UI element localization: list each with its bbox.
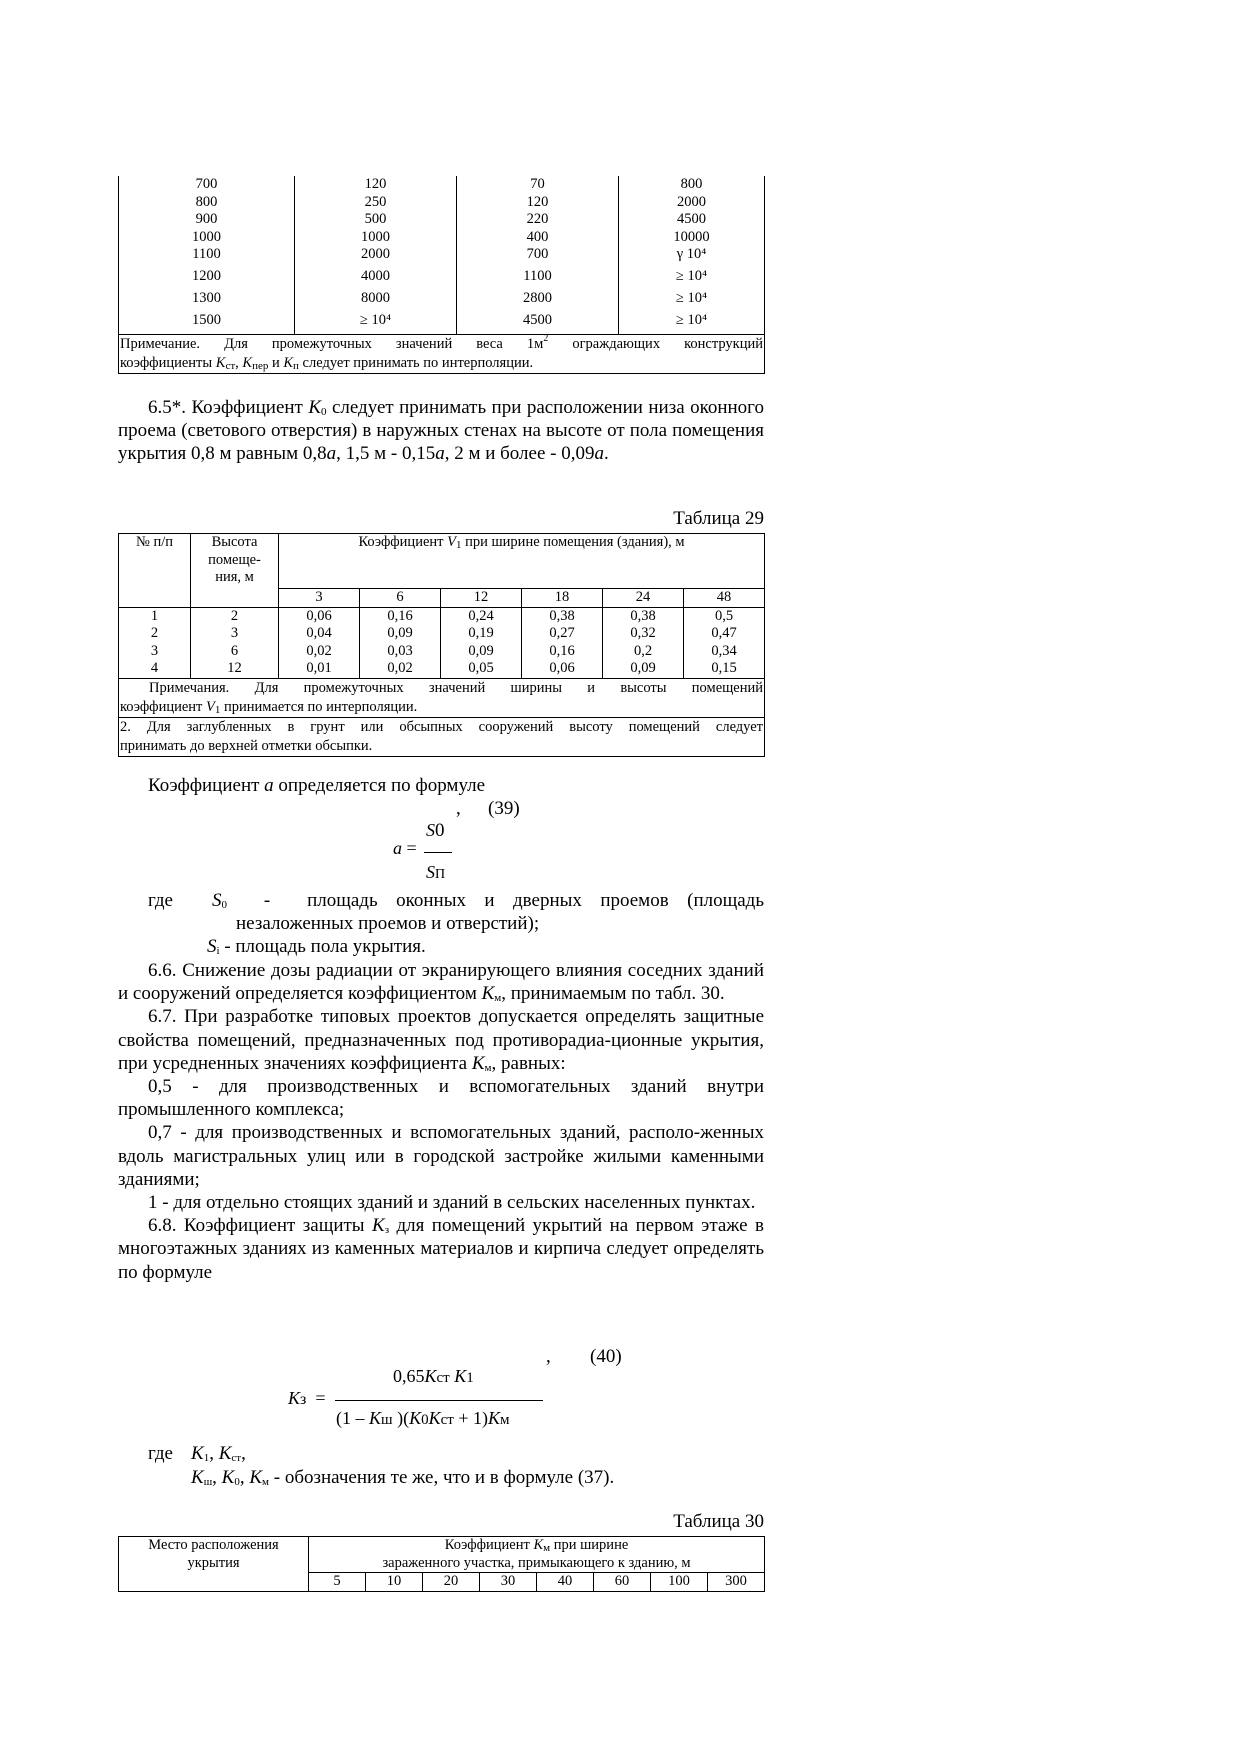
table-cell: 800	[119, 194, 295, 212]
table-cell: 4	[119, 660, 191, 678]
width-header: 5	[309, 1573, 366, 1592]
table-cell: 2000	[677, 193, 706, 210]
paragraph-6-8: 6.8. Коэффициент защиты $K_з$ для помещений укрытий на первом этаже в многоэтажных зданиях из каменных материалов и кирпича следует определять по формуле	[118, 1215, 765, 1283]
formula-39-comma: ,	[456, 798, 461, 819]
where-si: $S_i$ - площадь пола укрытия.	[207, 936, 426, 957]
text-block	[118, 959, 764, 1284]
width-header: 18	[522, 589, 603, 608]
table-cell: 0,02	[279, 643, 360, 661]
item-1: 1 - для отдельно стоящих зданий и зданий в сельских населенных пунктах.	[148, 1192, 756, 1214]
header-height: Высота помеще- ния, м	[191, 534, 279, 608]
table-cell: ≥ 10⁴	[675, 290, 708, 306]
table-row	[119, 246, 765, 268]
formula-40-comma: ,	[546, 1346, 551, 1367]
table-cell: 700	[457, 246, 619, 268]
table-cell: 0,24	[441, 607, 522, 625]
paragraph-6-7: 6.7. При разработке типовых проектов допускается определять защитные свойства помещений, предназначенных под противорадиа-ционные укрытия, при усредненных значениях коэффициента $K_м$, равных:	[118, 1006, 764, 1074]
table-row	[119, 312, 765, 335]
table-cell: 0,38	[603, 607, 684, 625]
table-cell: 0,16	[360, 607, 441, 625]
table-cell: 0,5	[684, 607, 765, 625]
table-note-2: 2. Для заглубленных в грунт или обсыпных сооружений высоту помещений следует принимать до верхней отметки обсыпки.	[119, 717, 765, 756]
table-row	[119, 625, 765, 643]
table-cell: 900	[119, 211, 295, 229]
width-header: 30	[480, 1573, 537, 1592]
table-cell: 0,27	[522, 625, 603, 643]
table-cell: 120	[457, 194, 619, 212]
table-cell: 0,16	[522, 643, 603, 661]
table-cell: 6	[191, 643, 279, 661]
table-cell: 1300	[119, 290, 295, 312]
table-cell: 0,34	[684, 643, 765, 661]
paragraph-6-6: 6.6. Снижение дозы радиации от экранирующего влияния соседних зданий и сооружений определяется коэффициентом $K_м$, принимаемым по табл. 30.	[118, 960, 764, 1005]
paragraph-6-5: 6.5*. Коэффициент $K_0$ следует принимать при расположении низа оконного проема (светового отверстия) в наружных стенах на высоте от пола помещения укрытия 0,8 м равным 0,8a, 1,5 м - 0,15a, 2 м и более - 0,09a.	[118, 397, 764, 465]
table-cell: 0,05	[441, 660, 522, 678]
table-cell: 1500	[119, 312, 295, 335]
table-cell: 4500	[457, 312, 619, 335]
table-cell: 120	[295, 176, 457, 194]
table-cell: 0,2	[603, 643, 684, 661]
table-30-caption	[118, 1511, 764, 1533]
width-header: 48	[684, 589, 765, 608]
width-header: 60	[594, 1573, 651, 1592]
table-cell: 4500	[677, 211, 706, 227]
where2-line2: $K_ш$, $K_0$, $K_м$ - обозначения те же, что и в формуле (37).	[191, 1467, 615, 1488]
table-caption: Таблица 29	[673, 508, 764, 529]
table-row	[119, 211, 765, 229]
table-note-1: Примечания. Для промежуточных значений ширины и высоты помещений коэффициент $V_1$ принимается по интерполяции.	[120, 679, 764, 716]
width-header: 12	[441, 589, 522, 608]
table-cell: 0,04	[279, 625, 360, 643]
table-cell: 0,06	[522, 660, 603, 678]
table-cell: ≥ 10⁴	[675, 268, 708, 284]
table-cell: 220	[457, 211, 619, 229]
table-cell: 2	[191, 607, 279, 625]
table-cell: 3	[191, 625, 279, 643]
table-cell: 800	[680, 176, 703, 192]
width-header: 100	[651, 1573, 708, 1592]
table-cell: 0,03	[360, 643, 441, 661]
table-cell: 1100	[457, 268, 619, 290]
table-cell: 1000	[295, 229, 457, 247]
width-header: 40	[537, 1573, 594, 1592]
table-row	[119, 643, 765, 661]
table-cell: 250	[295, 194, 457, 212]
width-header: 3	[279, 589, 360, 608]
table-cell: 0,02	[360, 660, 441, 678]
table-cell: 400	[457, 229, 619, 247]
item-0-5: 0,5 - для производственных и вспомогательных зданий внутри промышленного комплекса;	[118, 1076, 764, 1121]
table-cell: 10000	[673, 228, 710, 245]
table-29	[118, 533, 764, 757]
header-km: Коэффициент $K_м$ при ширине зараженного участка, примыкающего к зданию, м	[309, 1537, 765, 1573]
table-cell: 70	[457, 176, 619, 194]
width-header: 10	[366, 1573, 423, 1592]
formula-40-number: (40)	[590, 1346, 622, 1367]
table-28	[118, 176, 764, 374]
table-cell: 8000	[295, 290, 457, 312]
coef-a-intro: Коэффициент a определяется по формуле	[148, 775, 486, 796]
table-cell: 1100	[119, 246, 295, 268]
table-row	[119, 660, 765, 678]
table-row	[119, 290, 765, 312]
item-0-7: 0,7 - для производственных и вспомогательных зданий, располо-женных вдоль магистральных улиц или в городской застройке жилыми каменными зданиями;	[118, 1122, 764, 1190]
table-cell: 700	[119, 176, 295, 194]
formula-39-number: (39)	[488, 798, 520, 819]
header-num: № п/п	[119, 534, 191, 608]
width-header: 24	[603, 589, 684, 608]
where-label: где	[148, 890, 173, 911]
header-coefficient: Коэффициент $V_1$ при ширине помещения (здания), м	[279, 534, 765, 589]
where-s0: $S_0$ - площадь оконных и дверных проемов (площадь	[212, 890, 764, 911]
table-cell: ≥ 10⁴	[295, 312, 457, 335]
table-30	[118, 1536, 764, 1592]
where2-label: где	[148, 1443, 173, 1464]
table-cell: 3	[119, 643, 191, 661]
table-cell: 0,06	[279, 607, 360, 625]
table-cell: ≥ 10⁴	[675, 312, 708, 328]
table-cell: 1000	[119, 229, 295, 247]
header-place: Место расположения укрытия	[119, 1537, 309, 1592]
table-29-caption	[118, 508, 764, 530]
table-cell: 0,38	[522, 607, 603, 625]
table-row	[119, 194, 765, 212]
table-cell: 2800	[457, 290, 619, 312]
table-row	[119, 268, 765, 290]
table-caption: Таблица 30	[673, 1511, 764, 1532]
table-cell: 0,19	[441, 625, 522, 643]
table-cell: 0,09	[360, 625, 441, 643]
table-cell: 2000	[295, 246, 457, 268]
table-cell: 12	[191, 660, 279, 678]
where2-line1: $K_1$, $K_{ст}$,	[191, 1443, 246, 1464]
table-cell: 0,09	[441, 643, 522, 661]
table-cell: 1200	[119, 268, 295, 290]
width-header: 6	[360, 589, 441, 608]
table-row	[119, 229, 765, 247]
table-cell: 2	[119, 625, 191, 643]
width-header: 300	[708, 1573, 765, 1592]
where-s0-cont: незаложенных проемов и отверстий);	[236, 913, 540, 934]
table-cell: 0,15	[684, 660, 765, 678]
table-row	[119, 176, 765, 194]
table-note: Примечание. Для промежуточных значений веса $1м^2$ ограждающих конструкций коэффициенты $K_{ст}$, $K_{пер}$ и $K_п$ следует принимать по интерполяции.	[120, 333, 763, 372]
table-cell: 1	[119, 607, 191, 625]
table-cell: 0,32	[603, 625, 684, 643]
width-header: 20	[423, 1573, 480, 1592]
table-row	[119, 607, 765, 625]
table-cell: 500	[295, 211, 457, 229]
table-cell: 4000	[295, 268, 457, 290]
table-cell: γ 10⁴	[676, 246, 707, 262]
table-cell: 0,47	[684, 625, 765, 643]
table-cell: 0,09	[603, 660, 684, 678]
table-cell: 0,01	[279, 660, 360, 678]
